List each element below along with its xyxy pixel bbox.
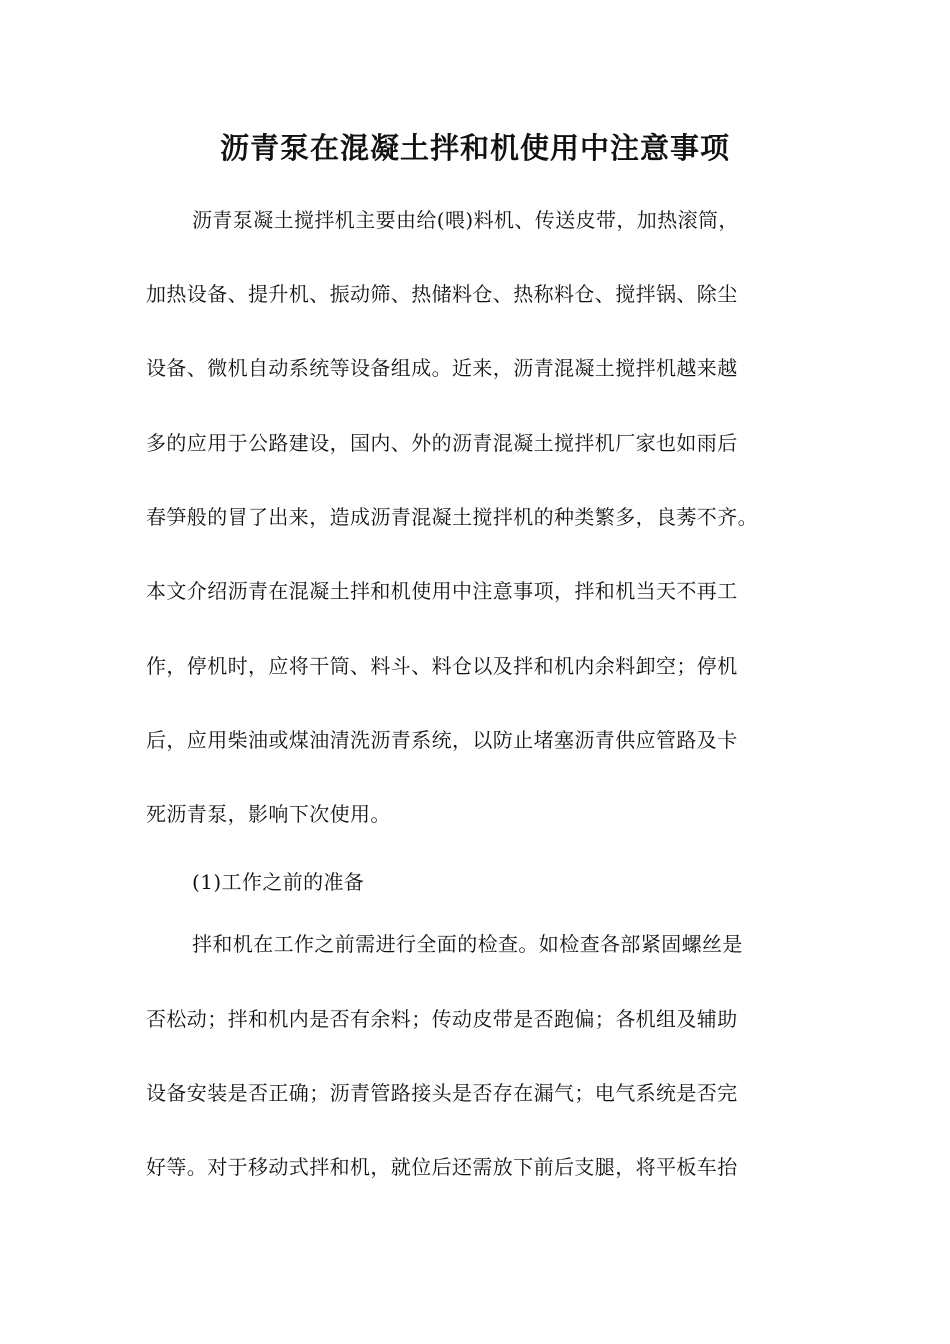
paragraph-line-7: 作，停机时，应将干筒、料斗、料仓以及拌和机内余料卸空；停机	[146, 654, 738, 678]
paragraph-line-2: 加热设备、提升机、振动筛、热储料仓、热称料仓、搅拌锅、除尘	[146, 282, 738, 306]
paragraph-line-12: 设备安装是否正确；沥青管路接头是否存在漏气；电气系统是否完	[146, 1081, 738, 1105]
paragraph-line-3: 设备、微机自动系统等设备组成。近来，沥青混凝土搅拌机越来越	[146, 356, 738, 380]
paragraph-line-10: 拌和机在工作之前需进行全面的检查。如检查各部紧固螺丝是	[192, 932, 743, 956]
paragraph-line-6: 本文介绍沥青在混凝土拌和机使用中注意事项，拌和机当天不再工	[146, 579, 738, 603]
paragraph-line-1: 沥青泵凝土搅拌机主要由给(喂)料机、传送皮带，加热滚筒，	[192, 208, 739, 232]
paragraph-line-8: 后，应用柴油或煤油清洗沥青系统，以防止堵塞沥青供应管路及卡	[146, 728, 738, 752]
paragraph-line-11: 否松动；拌和机内是否有余料；传动皮带是否跑偏；各机组及辅助	[146, 1007, 738, 1031]
paragraph-line-5: 春笋般的冒了出来，造成沥青混凝土搅拌机的种类繁多，良莠不齐。	[146, 505, 758, 529]
paragraph-line-9: 死沥青泵，影响下次使用。	[146, 802, 391, 826]
paragraph-line-4: 多的应用于公路建设，国内、外的沥青混凝土搅拌机厂家也如雨后	[146, 431, 738, 455]
section-heading: (1)工作之前的准备	[192, 870, 365, 894]
paragraph-line-13: 好等。对于移动式拌和机，就位后还需放下前后支腿，将平板车抬	[146, 1155, 738, 1179]
document-title: 沥青泵在混凝土拌和机使用中注意事项	[219, 131, 730, 165]
